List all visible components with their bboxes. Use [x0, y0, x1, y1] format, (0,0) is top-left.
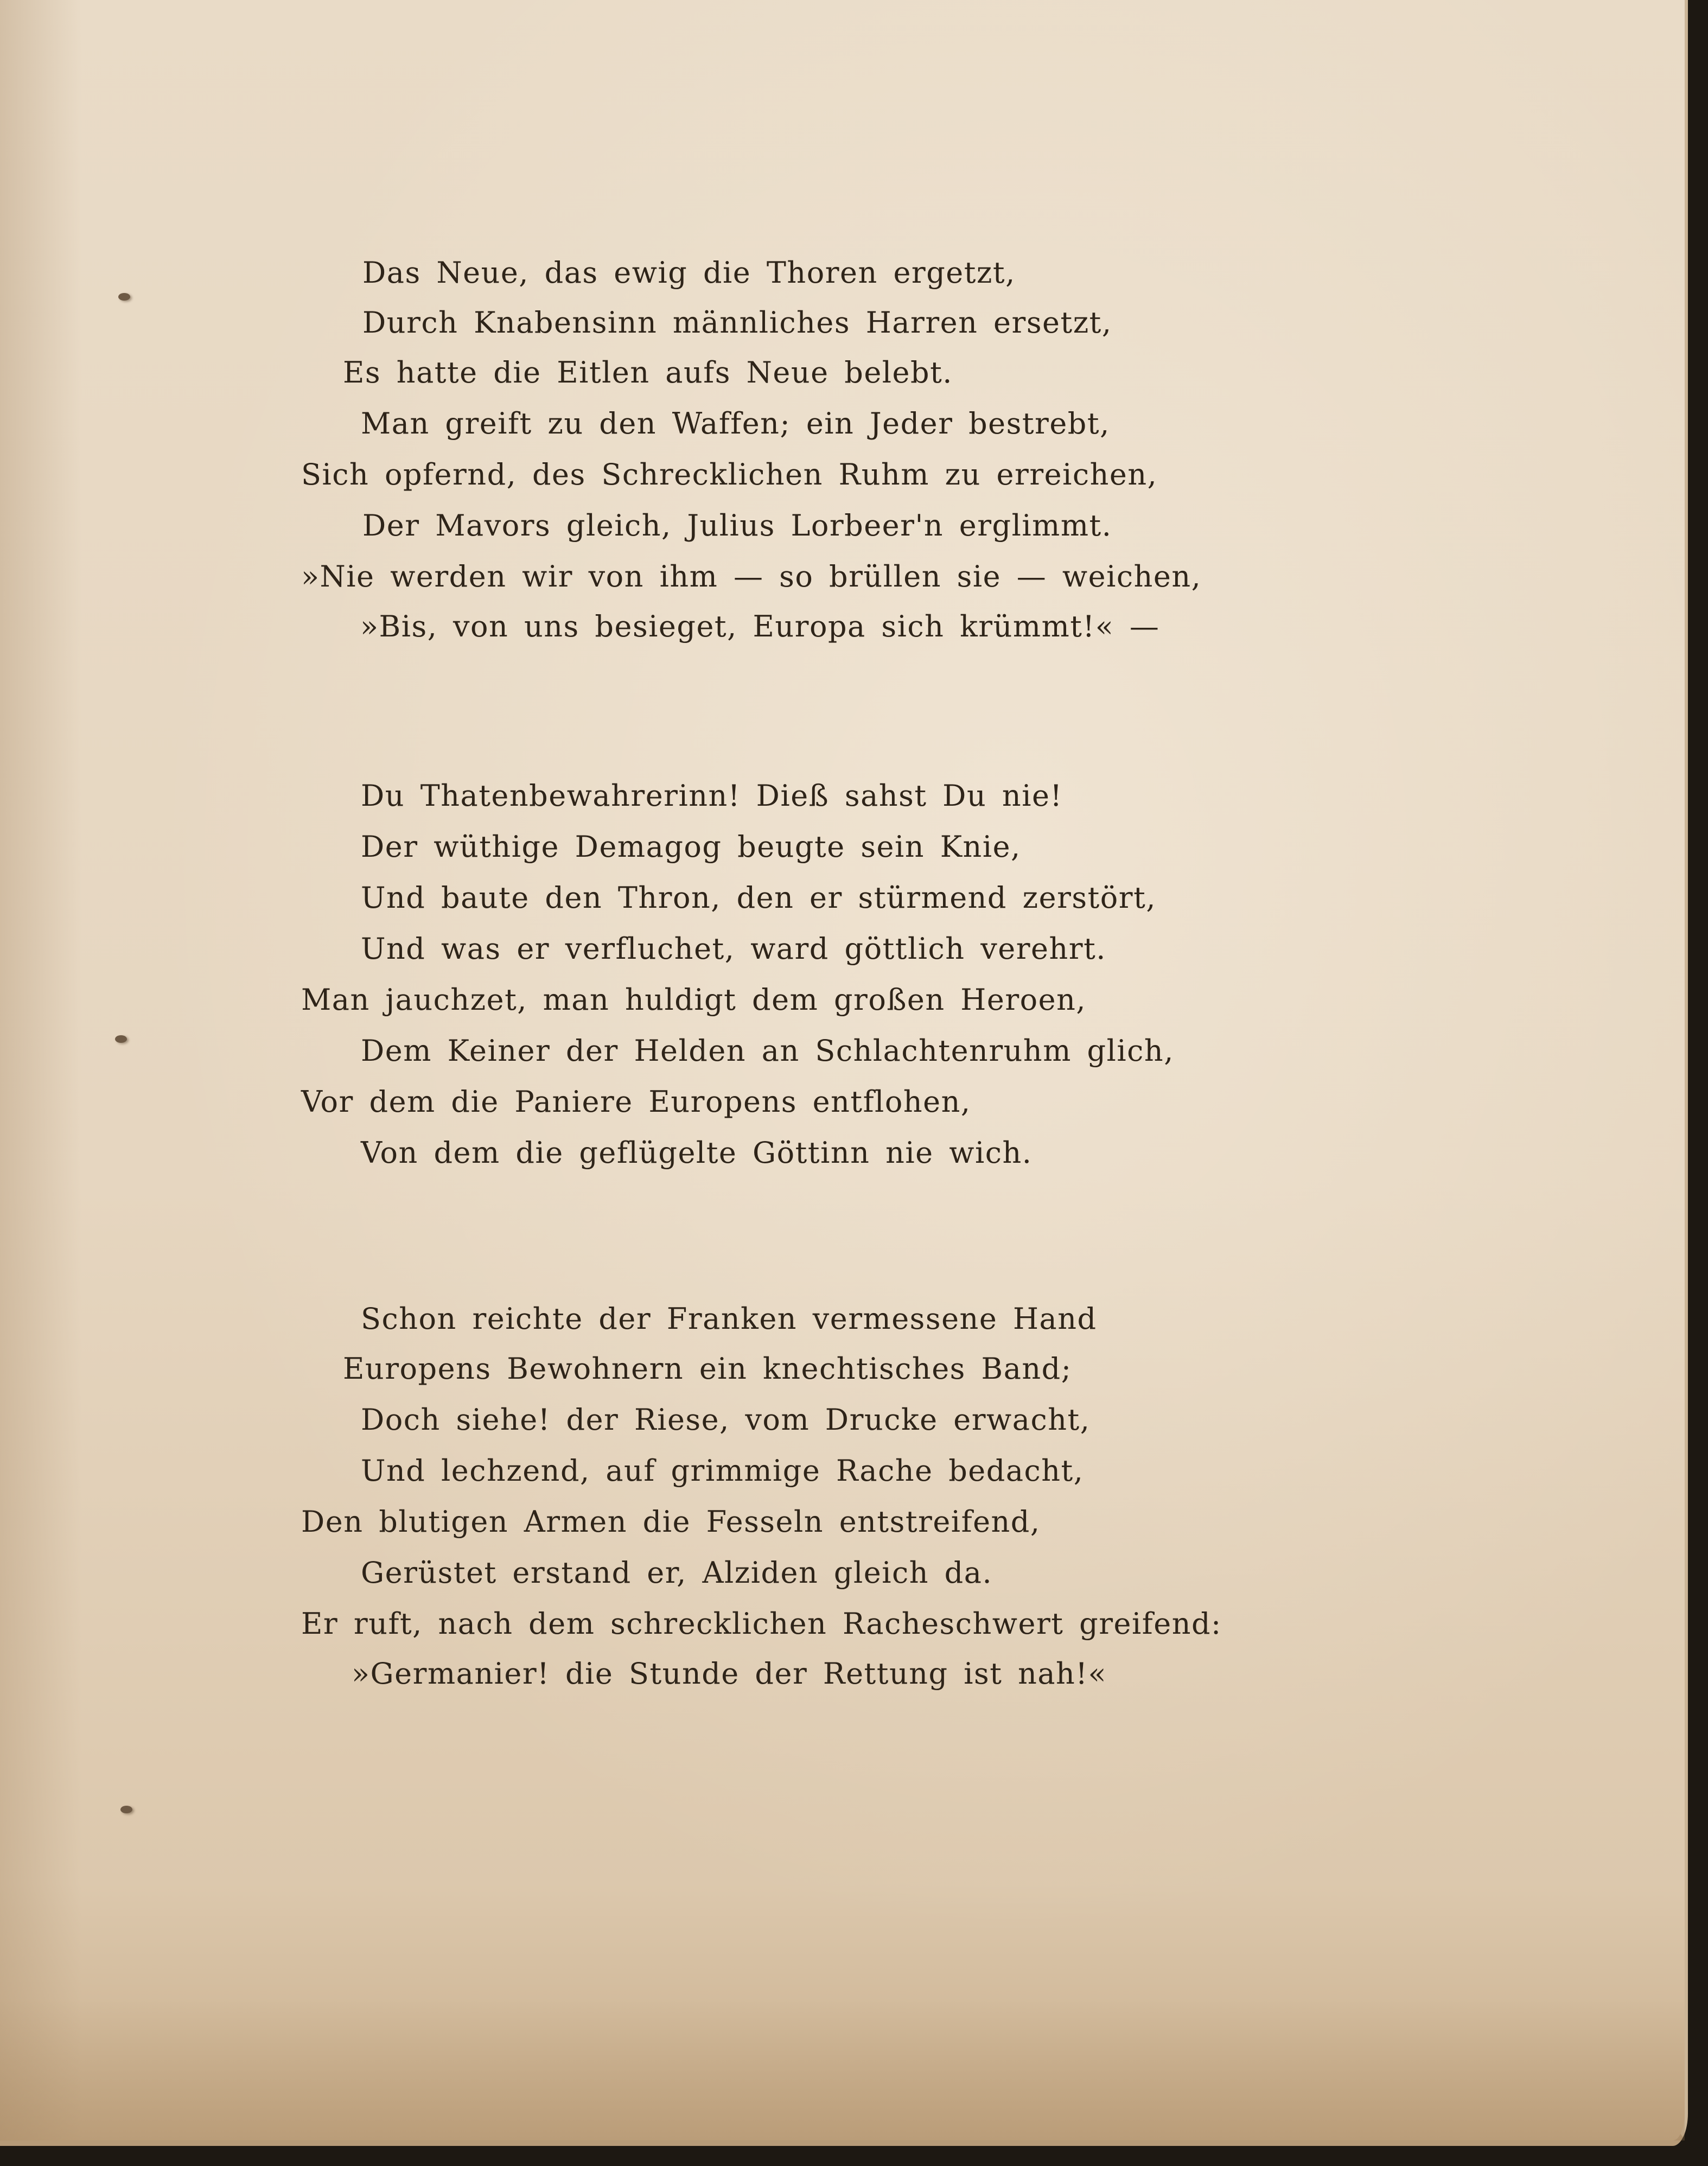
verse-line: Der wüthige Demagog beugte sein Knie, — [361, 830, 1021, 864]
verse-line: Und baute den Thron, den er stürmend zerstört, — [361, 881, 1156, 915]
verse-line: Der Mavors gleich, Julius Lorbeer'n erglimmt. — [362, 508, 1112, 543]
verse-line: Dem Keiner der Helden an Schlachtenruhm glich, — [361, 1034, 1174, 1068]
verse-line: Durch Knabensinn männliches Harren ersetzt, — [362, 305, 1112, 340]
binding-hole — [115, 1035, 127, 1043]
show-through-text — [1107, 247, 1248, 659]
binding-hole — [120, 1806, 132, 1813]
verse-line: Den blutigen Armen die Fesseln entstreifend, — [301, 1505, 1041, 1539]
verse-line: Du Thatenbewahrerinn! Dieß sahst Du nie! — [361, 779, 1063, 813]
binding-hole — [118, 293, 130, 301]
verse-line: Von dem die geflügelte Göttinn nie wich. — [361, 1136, 1033, 1170]
verse-line: Er ruft, nach dem schrecklichen Racheschwert greifend: — [301, 1607, 1222, 1641]
page-edge-shading — [0, 0, 81, 2140]
verse-line: Und lechzend, auf grimmige Rache bedacht, — [361, 1454, 1084, 1488]
verse-line: Und was er verfluchet, ward göttlich verehrt. — [361, 932, 1106, 966]
verse-line: Man greift zu den Waffen; ein Jeder bestrebt, — [361, 406, 1110, 441]
verse-line: Man jauchzet, man huldigt dem großen Heroen, — [301, 983, 1087, 1017]
verse-line: Doch siehe! der Riese, vom Drucke erwacht, — [361, 1403, 1091, 1437]
verse-line: Sich opfernd, des Schrecklichen Ruhm zu erreichen, — [301, 457, 1158, 492]
verse-line: Schon reichte der Franken vermessene Hand — [361, 1302, 1097, 1336]
verse-line: »Germanier! die Stunde der Rettung ist nah!« — [352, 1657, 1107, 1691]
verse-line: Es hatte die Eitlen aufs Neue belebt. — [343, 355, 953, 390]
verse-line: Gerüstet erstand er, Alziden gleich da. — [361, 1556, 993, 1590]
verse-line: »Bis, von uns besieget, Europa sich krümmt!« — — [360, 609, 1160, 644]
verse-line: Europens Bewohnern ein knechtisches Band; — [343, 1352, 1072, 1386]
verse-line: »Nie werden wir von ihm — so brüllen sie — weichen, — [301, 559, 1202, 594]
verse-line: Das Neue, das ewig die Thoren ergetzt, — [362, 256, 1016, 290]
verse-line: Vor dem die Paniere Europens entflohen, — [301, 1085, 971, 1119]
